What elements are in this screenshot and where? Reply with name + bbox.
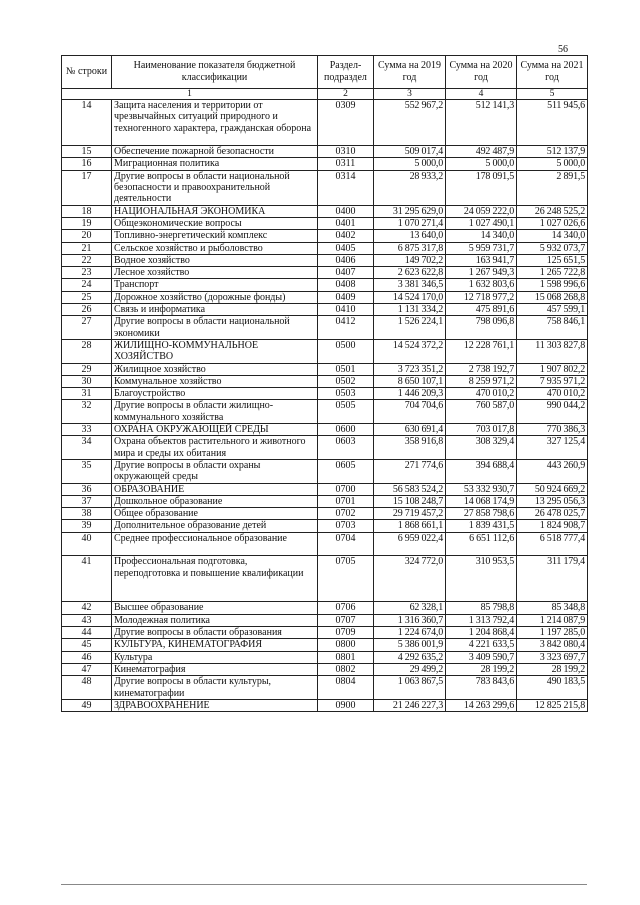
row-section-code: 0700	[318, 483, 374, 495]
row-sum-2020: 12 228 761,1	[446, 339, 517, 363]
row-sum-2020: 24 059 222,0	[446, 205, 517, 217]
row-sum-2019: 8 650 107,1	[374, 375, 446, 387]
row-sum-2021: 12 825 215,8	[517, 699, 588, 711]
row-sum-2020: 1 267 949,3	[446, 267, 517, 279]
row-name: Коммунальное хозяйство	[112, 375, 318, 387]
table-row	[62, 495, 588, 507]
row-sum-2020: 760 587,0	[446, 400, 517, 424]
row-number: 27	[62, 316, 112, 340]
table-row	[62, 676, 588, 700]
row-name: Связь и информатика	[112, 304, 318, 316]
row-section-code: 0709	[318, 627, 374, 639]
row-sum-2020: 1 839 431,5	[446, 520, 517, 532]
row-sum-2019: 1 063 867,5	[374, 676, 446, 700]
row-sum-2020: 14 340,0	[446, 230, 517, 242]
row-number: 47	[62, 663, 112, 675]
row-section-code: 0310	[318, 146, 374, 158]
row-number: 41	[62, 556, 112, 602]
row-sum-2021: 1 197 285,0	[517, 627, 588, 639]
row-sum-2021: 15 068 268,8	[517, 291, 588, 303]
table-row	[62, 556, 588, 602]
row-sum-2019: 1 224 674,0	[374, 627, 446, 639]
row-sum-2019: 4 292 635,2	[374, 651, 446, 663]
row-sum-2019: 552 967,2	[374, 100, 446, 146]
row-number: 21	[62, 242, 112, 254]
row-sum-2020: 394 688,4	[446, 459, 517, 483]
table-row	[62, 267, 588, 279]
row-number: 34	[62, 436, 112, 460]
row-name: Топливно-энергетический комплекс	[112, 230, 318, 242]
row-name: Другие вопросы в области национальной безопасности и правоохранительной деятельности	[112, 170, 318, 205]
row-sum-2020: 28 199,2	[446, 663, 517, 675]
row-section-code: 0605	[318, 459, 374, 483]
row-number: 49	[62, 699, 112, 711]
row-sum-2019: 358 916,8	[374, 436, 446, 460]
row-sum-2021: 26 248 525,2	[517, 205, 588, 217]
row-section-code: 0408	[318, 279, 374, 291]
table-row	[62, 388, 588, 400]
row-section-code: 0804	[318, 676, 374, 700]
row-number: 48	[62, 676, 112, 700]
row-sum-2019: 149 702,2	[374, 254, 446, 266]
row-number: 39	[62, 520, 112, 532]
row-sum-2019: 3 723 351,2	[374, 363, 446, 375]
row-number: 33	[62, 424, 112, 436]
table-row	[62, 436, 588, 460]
row-sum-2020: 1 027 490,1	[446, 217, 517, 229]
row-name: Дорожное хозяйство (дорожные фонды)	[112, 291, 318, 303]
row-sum-2020: 14 263 299,6	[446, 699, 517, 711]
row-section-code: 0802	[318, 663, 374, 675]
row-sum-2021: 1 907 802,2	[517, 363, 588, 375]
column-number-3: 3	[374, 89, 446, 100]
row-number: 42	[62, 602, 112, 614]
row-sum-2021: 6 518 777,4	[517, 532, 588, 556]
table-row	[62, 400, 588, 424]
row-sum-2021: 990 044,2	[517, 400, 588, 424]
row-sum-2021: 1 027 026,6	[517, 217, 588, 229]
row-sum-2020: 85 798,8	[446, 602, 517, 614]
row-number: 23	[62, 267, 112, 279]
row-number: 35	[62, 459, 112, 483]
row-sum-2019: 29 499,2	[374, 663, 446, 675]
row-name: НАЦИОНАЛЬНАЯ ЭКОНОМИКА	[112, 205, 318, 217]
row-sum-2021: 13 295 056,3	[517, 495, 588, 507]
row-name: Защита населения и территории от чрезвычайных ситуаций природного и техногенного характера, гражданская оборона	[112, 100, 318, 146]
table-row	[62, 291, 588, 303]
row-section-code: 0502	[318, 375, 374, 387]
row-number: 38	[62, 508, 112, 520]
row-section-code: 0501	[318, 363, 374, 375]
row-sum-2019: 324 772,0	[374, 556, 446, 602]
row-sum-2021: 1 824 908,7	[517, 520, 588, 532]
row-name: ЖИЛИЩНО-КОММУНАЛЬНОЕ ХОЗЯЙСТВО	[112, 339, 318, 363]
row-sum-2019: 28 933,2	[374, 170, 446, 205]
row-number: 16	[62, 158, 112, 170]
row-sum-2021: 125 651,5	[517, 254, 588, 266]
table-row	[62, 614, 588, 626]
row-number: 25	[62, 291, 112, 303]
row-sum-2020: 470 010,2	[446, 388, 517, 400]
row-sum-2019: 56 583 524,2	[374, 483, 446, 495]
table-row	[62, 217, 588, 229]
row-number: 19	[62, 217, 112, 229]
row-number: 44	[62, 627, 112, 639]
column-number-2: 2	[318, 89, 374, 100]
row-name: Обеспечение пожарной безопасности	[112, 146, 318, 158]
row-section-code: 0309	[318, 100, 374, 146]
table-body	[62, 100, 588, 712]
row-number: 29	[62, 363, 112, 375]
row-sum-2020: 308 329,4	[446, 436, 517, 460]
row-sum-2021: 1 598 996,6	[517, 279, 588, 291]
row-sum-2020: 5 959 731,7	[446, 242, 517, 254]
row-sum-2020: 6 651 112,6	[446, 532, 517, 556]
table-row	[62, 158, 588, 170]
table-row	[62, 508, 588, 520]
table-row	[62, 627, 588, 639]
table-row	[62, 663, 588, 675]
row-sum-2019: 2 623 622,8	[374, 267, 446, 279]
table-row	[62, 170, 588, 205]
row-section-code: 0405	[318, 242, 374, 254]
row-section-code: 0706	[318, 602, 374, 614]
row-name: ЗДРАВООХРАНЕНИЕ	[112, 699, 318, 711]
table-row	[62, 532, 588, 556]
row-sum-2020: 492 487,9	[446, 146, 517, 158]
row-sum-2019: 29 719 457,2	[374, 508, 446, 520]
row-sum-2019: 704 704,6	[374, 400, 446, 424]
table-row	[62, 651, 588, 663]
row-name: Водное хозяйство	[112, 254, 318, 266]
row-section-code: 0410	[318, 304, 374, 316]
row-sum-2020: 2 738 192,7	[446, 363, 517, 375]
budget-table	[61, 55, 588, 712]
table-row	[62, 375, 588, 387]
row-sum-2021: 443 260,9	[517, 459, 588, 483]
row-section-code: 0406	[318, 254, 374, 266]
row-number: 15	[62, 146, 112, 158]
row-name: Другие вопросы в области культуры, кинематографии	[112, 676, 318, 700]
row-sum-2020: 512 141,3	[446, 100, 517, 146]
row-sum-2021: 5 932 073,7	[517, 242, 588, 254]
row-sum-2019: 1 446 209,3	[374, 388, 446, 400]
row-number: 43	[62, 614, 112, 626]
table-row	[62, 520, 588, 532]
row-section-code: 0407	[318, 267, 374, 279]
row-sum-2021: 1 214 087,9	[517, 614, 588, 626]
row-number: 40	[62, 532, 112, 556]
row-sum-2021: 770 386,3	[517, 424, 588, 436]
row-section-code: 0505	[318, 400, 374, 424]
table-row	[62, 699, 588, 711]
row-name: Кинематография	[112, 663, 318, 675]
table-row	[62, 304, 588, 316]
table-row	[62, 279, 588, 291]
row-number: 22	[62, 254, 112, 266]
row-sum-2021: 511 945,6	[517, 100, 588, 146]
footer-divider	[61, 884, 587, 885]
row-section-code: 0412	[318, 316, 374, 340]
row-sum-2021: 28 199,2	[517, 663, 588, 675]
row-sum-2021: 50 924 669,2	[517, 483, 588, 495]
table-row	[62, 242, 588, 254]
row-sum-2021: 490 183,5	[517, 676, 588, 700]
row-number: 31	[62, 388, 112, 400]
row-sum-2020: 3 409 590,7	[446, 651, 517, 663]
row-section-code: 0401	[318, 217, 374, 229]
row-sum-2019: 6 875 317,8	[374, 242, 446, 254]
row-sum-2021: 311 179,4	[517, 556, 588, 602]
table-row	[62, 100, 588, 146]
header-2020: Сумма на 2020 год	[446, 56, 517, 89]
table-row	[62, 424, 588, 436]
row-sum-2019: 62 328,1	[374, 602, 446, 614]
row-number: 46	[62, 651, 112, 663]
row-sum-2020: 8 259 971,2	[446, 375, 517, 387]
row-sum-2019: 15 108 248,7	[374, 495, 446, 507]
row-sum-2021: 14 340,0	[517, 230, 588, 242]
row-name: Миграционная политика	[112, 158, 318, 170]
row-sum-2020: 12 718 977,2	[446, 291, 517, 303]
row-section-code: 0701	[318, 495, 374, 507]
row-section-code: 0703	[318, 520, 374, 532]
row-sum-2020: 475 891,6	[446, 304, 517, 316]
column-number-row	[62, 89, 588, 100]
row-sum-2021: 3 842 080,4	[517, 639, 588, 651]
row-sum-2021: 7 935 971,2	[517, 375, 588, 387]
header-row	[62, 56, 588, 89]
row-name: КУЛЬТУРА, КИНЕМАТОГРАФИЯ	[112, 639, 318, 651]
table-row	[62, 254, 588, 266]
row-sum-2019: 31 295 629,0	[374, 205, 446, 217]
row-sum-2021: 758 846,1	[517, 316, 588, 340]
row-name: Охрана объектов растительного и животного мира и среды их обитания	[112, 436, 318, 460]
row-sum-2020: 310 953,5	[446, 556, 517, 602]
row-name: Культура	[112, 651, 318, 663]
row-sum-2019: 5 386 001,9	[374, 639, 446, 651]
header-row-no: № строки	[62, 56, 112, 89]
row-sum-2021: 11 303 827,8	[517, 339, 588, 363]
table-row	[62, 205, 588, 217]
row-section-code: 0704	[318, 532, 374, 556]
row-name: Другие вопросы в области охраны окружающей среды	[112, 459, 318, 483]
row-sum-2019: 630 691,4	[374, 424, 446, 436]
row-name: Общеэкономические вопросы	[112, 217, 318, 229]
row-sum-2019: 3 381 346,5	[374, 279, 446, 291]
row-sum-2021: 5 000,0	[517, 158, 588, 170]
row-sum-2019: 6 959 022,4	[374, 532, 446, 556]
row-number: 32	[62, 400, 112, 424]
row-section-code: 0705	[318, 556, 374, 602]
row-section-code: 0600	[318, 424, 374, 436]
column-number-1: 1	[62, 89, 318, 100]
row-sum-2019: 14 524 170,0	[374, 291, 446, 303]
row-sum-2019: 1 526 224,1	[374, 316, 446, 340]
table-row	[62, 639, 588, 651]
row-section-code: 0311	[318, 158, 374, 170]
row-name: ОХРАНА ОКРУЖАЮЩЕЙ СРЕДЫ	[112, 424, 318, 436]
row-sum-2019: 271 774,6	[374, 459, 446, 483]
row-name: ОБРАЗОВАНИЕ	[112, 483, 318, 495]
row-name: Профессиональная подготовка, переподготовка и повышение квалификации	[112, 556, 318, 602]
row-sum-2020: 27 858 798,6	[446, 508, 517, 520]
row-sum-2020: 53 332 930,7	[446, 483, 517, 495]
row-name: Дошкольное образование	[112, 495, 318, 507]
row-number: 17	[62, 170, 112, 205]
row-number: 36	[62, 483, 112, 495]
row-name: Высшее образование	[112, 602, 318, 614]
page-number: 56	[558, 44, 568, 55]
row-sum-2020: 4 221 633,5	[446, 639, 517, 651]
row-number: 45	[62, 639, 112, 651]
row-sum-2019: 13 640,0	[374, 230, 446, 242]
table-row	[62, 146, 588, 158]
row-sum-2021: 470 010,2	[517, 388, 588, 400]
row-sum-2019: 5 000,0	[374, 158, 446, 170]
row-sum-2020: 798 096,8	[446, 316, 517, 340]
row-name: Общее образование	[112, 508, 318, 520]
row-sum-2021: 85 348,8	[517, 602, 588, 614]
row-number: 28	[62, 339, 112, 363]
row-section-code: 0400	[318, 205, 374, 217]
table-row	[62, 459, 588, 483]
table-row	[62, 316, 588, 340]
row-number: 37	[62, 495, 112, 507]
row-section-code: 0800	[318, 639, 374, 651]
row-sum-2019: 21 246 227,3	[374, 699, 446, 711]
row-name: Сельское хозяйство и рыболовство	[112, 242, 318, 254]
row-number: 30	[62, 375, 112, 387]
row-section-code: 0409	[318, 291, 374, 303]
header-section: Раздел-подраздел	[318, 56, 374, 89]
table-row	[62, 230, 588, 242]
row-sum-2021: 327 125,4	[517, 436, 588, 460]
row-sum-2019: 1 131 334,2	[374, 304, 446, 316]
row-sum-2019: 509 017,4	[374, 146, 446, 158]
row-name: Другие вопросы в области национальной экономики	[112, 316, 318, 340]
table-row	[62, 363, 588, 375]
row-sum-2021: 512 137,9	[517, 146, 588, 158]
row-name: Другие вопросы в области жилищно-коммунального хозяйства	[112, 400, 318, 424]
row-sum-2021: 457 599,1	[517, 304, 588, 316]
row-section-code: 0603	[318, 436, 374, 460]
row-section-code: 0801	[318, 651, 374, 663]
row-sum-2019: 1 070 271,4	[374, 217, 446, 229]
row-sum-2020: 163 941,7	[446, 254, 517, 266]
row-sum-2020: 783 843,6	[446, 676, 517, 700]
row-number: 18	[62, 205, 112, 217]
column-number-5: 5	[517, 89, 588, 100]
row-name: Жилищное хозяйство	[112, 363, 318, 375]
row-section-code: 0314	[318, 170, 374, 205]
row-sum-2020: 5 000,0	[446, 158, 517, 170]
row-number: 24	[62, 279, 112, 291]
row-name: Среднее профессиональное образование	[112, 532, 318, 556]
row-section-code: 0702	[318, 508, 374, 520]
row-name: Дополнительное образование детей	[112, 520, 318, 532]
row-sum-2019: 1 316 360,7	[374, 614, 446, 626]
row-section-code: 0503	[318, 388, 374, 400]
row-sum-2021: 3 323 697,7	[517, 651, 588, 663]
row-sum-2019: 1 868 661,1	[374, 520, 446, 532]
table-row	[62, 602, 588, 614]
row-sum-2020: 1 313 792,4	[446, 614, 517, 626]
row-name: Транспорт	[112, 279, 318, 291]
row-sum-2021: 2 891,5	[517, 170, 588, 205]
row-name: Молодежная политика	[112, 614, 318, 626]
row-number: 14	[62, 100, 112, 146]
row-number: 20	[62, 230, 112, 242]
table-row	[62, 483, 588, 495]
table-row	[62, 339, 588, 363]
row-section-code: 0900	[318, 699, 374, 711]
row-sum-2020: 1 632 803,6	[446, 279, 517, 291]
row-name: Другие вопросы в области образования	[112, 627, 318, 639]
row-sum-2020: 1 204 868,4	[446, 627, 517, 639]
row-section-code: 0707	[318, 614, 374, 626]
row-section-code: 0500	[318, 339, 374, 363]
header-2021: Сумма на 2021 год	[517, 56, 588, 89]
row-name: Лесное хозяйство	[112, 267, 318, 279]
row-sum-2021: 1 265 722,8	[517, 267, 588, 279]
row-sum-2020: 178 091,5	[446, 170, 517, 205]
row-sum-2019: 14 524 372,2	[374, 339, 446, 363]
row-sum-2020: 14 068 174,9	[446, 495, 517, 507]
row-sum-2020: 703 017,8	[446, 424, 517, 436]
row-sum-2021: 26 478 025,7	[517, 508, 588, 520]
row-name: Благоустройство	[112, 388, 318, 400]
header-2019: Сумма на 2019 год	[374, 56, 446, 89]
row-section-code: 0402	[318, 230, 374, 242]
row-number: 26	[62, 304, 112, 316]
header-name: Наименование показателя бюджетной классификации	[112, 56, 318, 89]
column-number-4: 4	[446, 89, 517, 100]
